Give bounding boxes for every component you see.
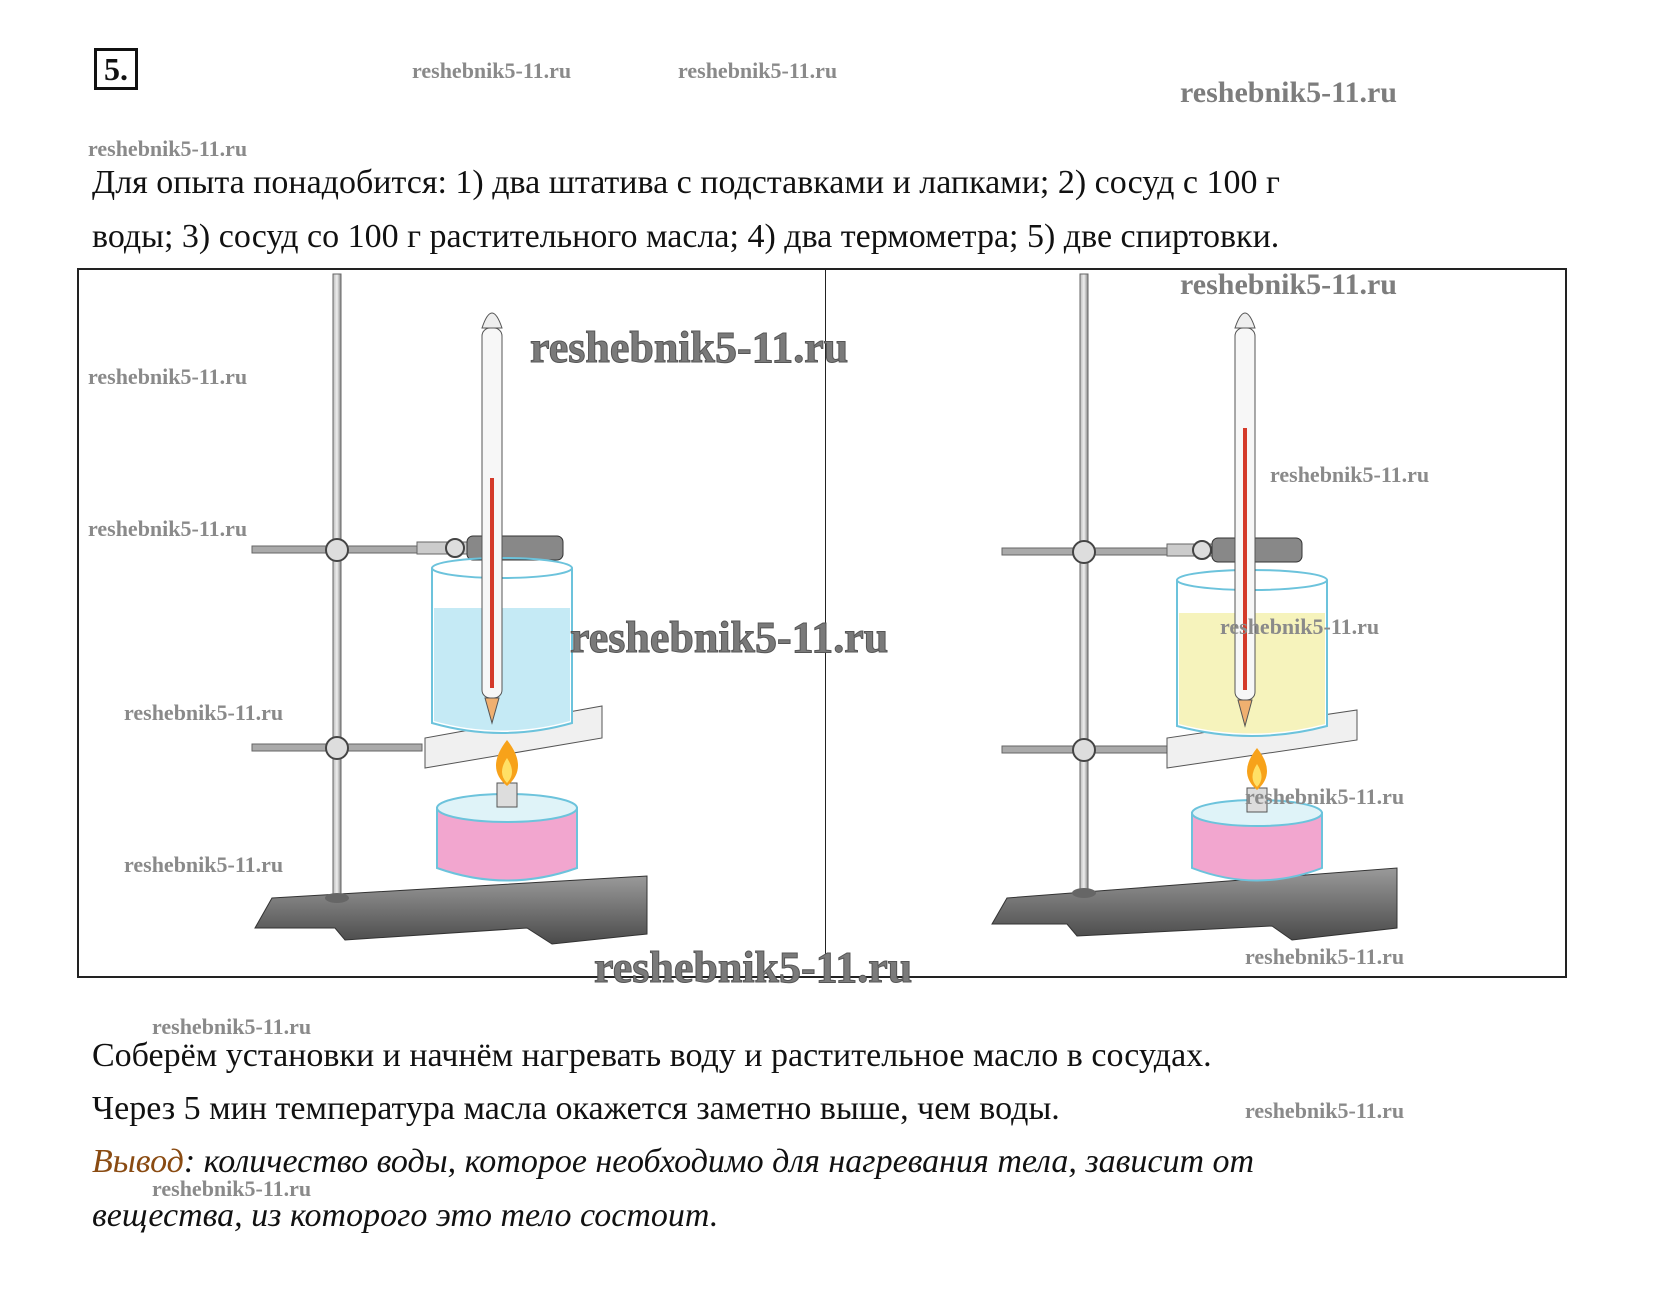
watermark: reshebnik5-11.ru (1220, 614, 1380, 639)
conclusion-text-1: : количество воды, которое необходимо для нагревания тела, зависит от (183, 1143, 1255, 1180)
watermark: reshebnik5-11.ru (88, 136, 248, 161)
watermark: reshebnik5-11.ru (1245, 784, 1405, 809)
left-setup (252, 274, 647, 944)
watermark: reshebnik5-11.ru (678, 58, 838, 83)
stand-base (992, 868, 1397, 940)
mercury-column (490, 478, 494, 688)
clamp-knob (326, 737, 348, 759)
thermometer-clamp (1212, 538, 1302, 562)
task-number: 5. (94, 48, 138, 90)
right-setup (992, 274, 1397, 940)
watermark: reshebnik5-11.ru (530, 323, 849, 372)
clamp-screw (1193, 541, 1211, 559)
conclusion-line-2: вещества, из которого это тело состоит. (92, 1197, 719, 1234)
rod-foot (325, 893, 349, 903)
conclusion-label: Вывод (92, 1143, 184, 1180)
rod-foot (1072, 888, 1096, 898)
body-line-1: Соберём установки и начнём нагревать воду и растительное масло в сосудах. (92, 1037, 1212, 1074)
body-line-2: Через 5 мин температура масла окажется заметно выше, чем воды. (92, 1090, 1060, 1127)
watermark: reshebnik5-11.ru (88, 364, 248, 389)
watermark: reshebnik5-11.ru (124, 852, 284, 877)
burner-wick (497, 783, 517, 807)
clamp-knob (1073, 541, 1095, 563)
thermometer-clamp (467, 536, 563, 560)
intro-line-1: Для опыта понадобится: 1) два штатива с подставками и лапками; 2) сосуд с 100 г (92, 164, 1280, 201)
watermark: reshebnik5-11.ru (1245, 944, 1405, 969)
watermark: reshebnik5-11.ru (1270, 462, 1430, 487)
watermark: reshebnik5-11.ru (412, 58, 572, 83)
watermark: reshebnik5-11.ru (152, 1176, 312, 1201)
watermark: reshebnik5-11.ru (124, 700, 284, 725)
watermark: reshebnik5-11.ru (152, 1014, 312, 1039)
mercury-column (1243, 428, 1247, 690)
watermark: reshebnik5-11.ru (570, 613, 889, 662)
thermometer-top (482, 313, 502, 328)
watermark: reshebnik5-11.ru (594, 943, 913, 992)
clamp-knob (1073, 739, 1095, 761)
watermark: reshebnik5-11.ru (88, 516, 248, 541)
clamp-screw (446, 539, 464, 557)
stand-rod (333, 274, 341, 900)
watermark: reshebnik5-11.ru (1245, 1098, 1405, 1123)
clamp-knob (326, 539, 348, 561)
thermometer-top (1235, 313, 1255, 328)
stand-base (255, 876, 647, 944)
intro-line-2: воды; 3) сосуд со 100 г растительного масла; 4) два термометра; 5) две спиртовки. (92, 218, 1280, 255)
watermark: reshebnik5-11.ru (1180, 76, 1397, 109)
watermark: reshebnik5-11.ru (1180, 268, 1397, 301)
stand-rod (1080, 274, 1088, 894)
